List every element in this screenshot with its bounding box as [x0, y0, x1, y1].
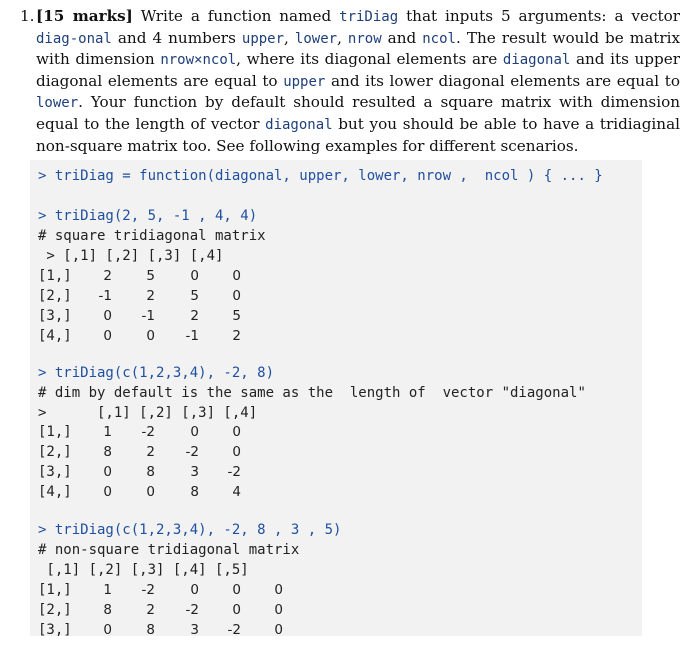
- code-example-block: [30, 160, 642, 636]
- matrix-row-label: [2,]: [38, 444, 72, 460]
- matrix-cell: 8: [190, 484, 199, 500]
- matrix-cell: 0: [232, 424, 241, 440]
- matrix-cell: 1: [103, 582, 112, 598]
- matrix-cell: 0: [146, 484, 155, 500]
- matrix-cell: -1: [141, 308, 155, 324]
- matrix-cell: 0: [232, 582, 241, 598]
- problem-marks: [15 marks]: [36, 7, 133, 25]
- matrix-cell: -2: [227, 464, 241, 480]
- matrix-cell: 8: [103, 444, 112, 460]
- matrix-cell: 2: [103, 268, 112, 284]
- matrix-cell: 0: [232, 444, 241, 460]
- matrix-cell: 0: [103, 484, 112, 500]
- matrix-row-label: [3,]: [38, 622, 72, 638]
- matrix-cell: 0: [190, 424, 199, 440]
- matrix-cell: 0: [274, 622, 283, 638]
- matrix-cell: 5: [190, 288, 199, 304]
- example2-comment: # dim by default is the same as the length of vector "diagonal": [38, 385, 586, 401]
- matrix-cell: 5: [146, 268, 155, 284]
- matrix-cell: 0: [232, 602, 241, 618]
- problem-statement: [20, 6, 680, 156]
- matrix-cell: 0: [146, 328, 155, 344]
- matrix-cell: 8: [146, 464, 155, 480]
- matrix-row-label: [4,]: [38, 484, 72, 500]
- code-term: triDiag: [339, 9, 399, 25]
- code-term: upper: [283, 73, 326, 90]
- matrix-cell: 8: [146, 622, 155, 638]
- text-part: . Your function by default should resulted a square matrix with dimension equal to the length of vector: [36, 93, 680, 133]
- example1-comment: # square tridiagonal matrix: [38, 228, 266, 244]
- text-part: . The result would be matrix with dimension: [36, 28, 681, 69]
- matrix-row-label: [2,]: [38, 288, 72, 304]
- example3-comment: # non-square tridiagonal matrix: [38, 542, 300, 558]
- matrix-cell: 0: [103, 464, 112, 480]
- example3-header: [,1] [,2] [,3] [,4] [,5]: [38, 562, 249, 578]
- matrix-cell: -2: [227, 622, 241, 638]
- matrix-cell: 5: [232, 308, 241, 324]
- code-term: lower: [36, 95, 79, 112]
- text-part: Write a function named: [132, 7, 340, 25]
- text-part: and: [381, 28, 423, 47]
- matrix-cell: 0: [232, 288, 241, 304]
- matrix-cell: 4: [232, 484, 241, 500]
- matrix-cell: -2: [141, 582, 155, 598]
- code-term: diag-onal: [36, 30, 112, 47]
- matrix-cell: 0: [274, 582, 283, 598]
- code-term: nrow×ncol: [160, 52, 237, 69]
- text-part: ,: [337, 28, 348, 47]
- problem-number: 1.: [20, 7, 35, 25]
- matrix-cell: 0: [190, 268, 199, 284]
- code-term: nrow: [347, 30, 382, 47]
- matrix-row-label: [1,]: [38, 582, 72, 598]
- example1-call: > triDiag(2, 5, -1 , 4, 4): [38, 208, 258, 224]
- text-part: and 4 numbers: [111, 28, 242, 47]
- matrix-cell: -1: [98, 288, 112, 304]
- matrix-row-label: [2,]: [38, 602, 72, 618]
- matrix-cell: 0: [103, 308, 112, 324]
- matrix-cell: 0: [274, 602, 283, 618]
- matrix-cell: 2: [146, 288, 155, 304]
- code-term: diagonal: [502, 52, 571, 69]
- matrix-cell: 2: [190, 308, 199, 324]
- text-part: that inputs 5 arguments: a vector: [398, 7, 680, 25]
- matrix-cell: -1: [185, 328, 199, 344]
- matrix-cell: -2: [141, 424, 155, 440]
- example1-header: > [,1] [,2] [,3] [,4]: [38, 248, 224, 264]
- matrix-cell: 2: [146, 444, 155, 460]
- example3-call: > triDiag(c(1,2,3,4), -2, 8 , 3 , 5): [38, 522, 342, 538]
- text-part: but you should be able to have a tridiaginal non-square matrix too. See following examples for different scenarios.: [36, 114, 680, 155]
- matrix-cell: -2: [185, 602, 199, 618]
- matrix-row-label: [4,]: [38, 328, 72, 344]
- code-term: upper: [241, 30, 285, 47]
- problem-paragraph: [20, 6, 681, 156]
- matrix-cell: -2: [185, 444, 199, 460]
- matrix-cell: 8: [103, 602, 112, 618]
- code-term: diagonal: [265, 116, 333, 133]
- example2-header: > [,1] [,2] [,3] [,4]: [38, 405, 258, 421]
- matrix-cell: 3: [190, 464, 199, 480]
- matrix-cell: 0: [103, 622, 112, 638]
- matrix-cell: 0: [103, 328, 112, 344]
- example2-call: > triDiag(c(1,2,3,4), -2, 8): [38, 365, 275, 381]
- text-part: ,: [284, 28, 295, 47]
- matrix-cell: 3: [190, 622, 199, 638]
- matrix-row-label: [1,]: [38, 268, 72, 284]
- code-term: lower: [294, 30, 338, 47]
- matrix-cell: 0: [232, 268, 241, 284]
- matrix-cell: 2: [146, 602, 155, 618]
- text-part: , where its diagonal elements are: [236, 50, 503, 69]
- function-signature: > triDiag = function(diagonal, upper, lower, nrow , ncol ) { ... }: [38, 168, 603, 184]
- matrix-row-label: [3,]: [38, 464, 72, 480]
- text-part: and its upper diagonal elements are equal to: [36, 50, 680, 90]
- text-part: and its lower diagonal elements are equal to: [325, 71, 681, 90]
- code-term: ncol: [422, 30, 456, 47]
- matrix-row-label: [3,]: [38, 308, 72, 324]
- matrix-cell: 1: [103, 424, 112, 440]
- matrix-cell: 2: [232, 328, 241, 344]
- matrix-row-label: [1,]: [38, 424, 72, 440]
- matrix-cell: 0: [190, 582, 199, 598]
